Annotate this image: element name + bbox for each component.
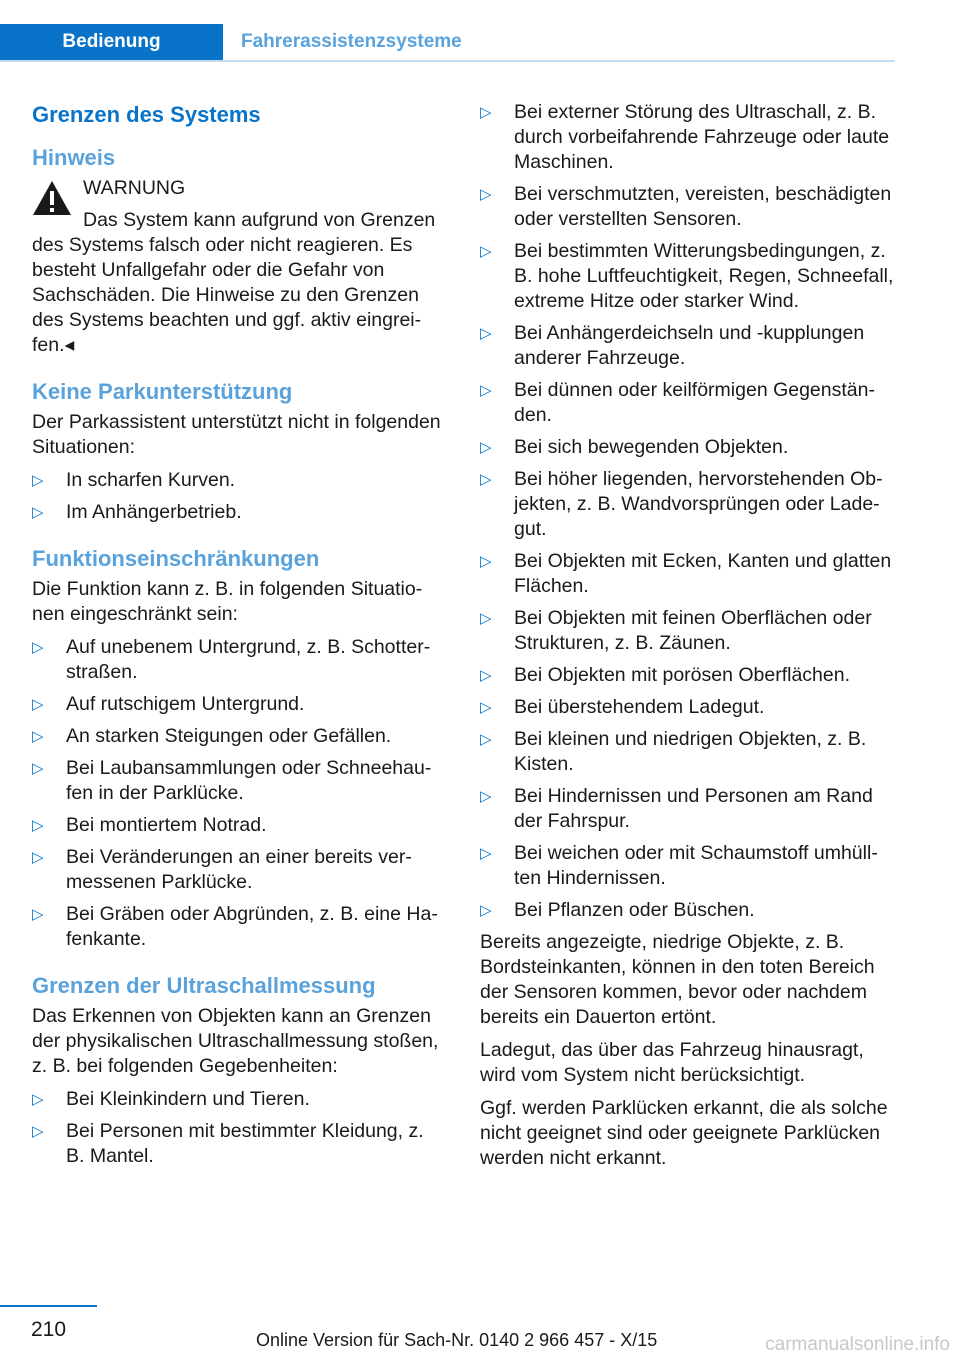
- list-item: [480, 467, 898, 542]
- list-item: [480, 663, 898, 688]
- bullet-triangle-icon: ▷: [32, 696, 44, 713]
- list-item-text: Bei montiertem Notrad.: [66, 814, 267, 836]
- paragraph: Ladegut, das über das Fahrzeug hinausragt, wird vom System nicht berücksichtigt.: [480, 1039, 864, 1086]
- bullet-triangle-icon: ▷: [32, 1091, 44, 1108]
- list-item: [32, 902, 442, 952]
- list-item-text: Bei Gräben oder Abgründen, z. B. eine Hafenkante.: [66, 903, 438, 950]
- list-item-text: Bei Objekten mit Ecken, Kanten und glatten Flächen.: [514, 550, 892, 597]
- paragraph: Ggf. werden Parklücken erkannt, die als solche nicht geeignet sind oder geeignete Parklücken werden nicht erkannt.: [480, 1097, 888, 1169]
- bullet-triangle-icon: ▷: [32, 504, 44, 521]
- list-item: [32, 692, 442, 717]
- warning-label: WARNUNG: [83, 177, 186, 199]
- section-title: Grenzen des Systems: [32, 102, 261, 127]
- list-item-text: Auf rutschigem Untergrund.: [66, 693, 305, 715]
- bullet-triangle-icon: ▷: [480, 667, 492, 684]
- list-item-text: Bei überstehendem Ladegut.: [514, 696, 765, 718]
- list-item: [480, 727, 898, 777]
- list-item-text: Bei höher liegenden, hervorstehenden Objekten, z. B. Wandvorsprüngen oder Ladegut.: [514, 468, 883, 540]
- tab-bedienung-label: Bedienung: [62, 31, 161, 52]
- heading-grenzen-ultraschallmessung: Grenzen der Ultraschallmessung: [32, 973, 376, 998]
- paragraph-intro: Die Funktion kann z. B. in folgenden Situationen eingeschränkt sein:: [32, 578, 423, 625]
- bullet-triangle-icon: ▷: [480, 788, 492, 805]
- header-divider: [0, 60, 895, 62]
- list-item: [32, 500, 442, 525]
- bullet-triangle-icon: ▷: [480, 902, 492, 919]
- bullet-triangle-icon: ▷: [480, 610, 492, 627]
- page-number: 210: [30, 1318, 67, 1341]
- bullet-triangle-icon: ▷: [32, 639, 44, 656]
- bullet-triangle-icon: ▷: [480, 325, 492, 342]
- list-item: [480, 182, 898, 232]
- list-item: [480, 435, 898, 460]
- heading-funktionseinschraenkungen: Funktionseinschränkungen: [32, 546, 320, 571]
- bullet-list: [32, 1087, 442, 1169]
- bullet-triangle-icon: ▷: [480, 731, 492, 748]
- warning-box: [32, 176, 442, 358]
- list-item-text: Bei dünnen oder keilförmigen Gegenständen.: [514, 379, 875, 426]
- list-item: [480, 100, 898, 175]
- paragraph-intro: Der Parkassistent unterstützt nicht in folgenden Situationen:: [32, 411, 441, 458]
- tab-fahrerassistenzsysteme-label: Fahrerassistenzsysteme: [241, 31, 462, 52]
- list-item: [480, 549, 898, 599]
- bullet-triangle-icon: ▷: [480, 471, 492, 488]
- bullet-triangle-icon: ▷: [480, 845, 492, 862]
- bullet-triangle-icon: ▷: [480, 439, 492, 456]
- list-item-text: Bei Veränderungen an einer bereits vermessenen Parklücke.: [66, 846, 412, 893]
- list-item-text: Bei Objekten mit porösen Oberflächen.: [514, 664, 851, 686]
- hinweis-heading: Hinweis: [32, 145, 116, 170]
- online-version-note: Online Version für Sach-Nr. 0140 2 966 457 - X/15: [256, 1330, 658, 1350]
- list-item: [480, 606, 898, 656]
- bullet-triangle-icon: ▷: [480, 243, 492, 260]
- bullet-triangle-icon: ▷: [32, 906, 44, 923]
- list-item: [480, 239, 898, 314]
- list-item: [480, 784, 898, 834]
- list-item-text: In scharfen Kurven.: [66, 469, 236, 491]
- bullet-triangle-icon: ▷: [32, 817, 44, 834]
- left-column: [32, 100, 442, 1176]
- bullet-triangle-icon: ▷: [480, 699, 492, 716]
- list-item: [480, 695, 898, 720]
- footer-divider: [0, 1305, 97, 1307]
- bullet-triangle-icon: ▷: [32, 472, 44, 489]
- right-column: [480, 100, 898, 1179]
- paragraph-intro: Das Erkennen von Objekten kann an Grenzen der physikalischen Ultraschallmessung stoßen, z. B. bei folgenden Gegebenheiten:: [32, 1005, 439, 1077]
- bullet-triangle-icon: ▷: [32, 849, 44, 866]
- list-item-text: Bei Kleinkindern und Tieren.: [66, 1088, 310, 1110]
- page-header: [0, 24, 895, 62]
- watermark: carmanualsonline.info: [765, 1334, 950, 1355]
- list-item: [480, 378, 898, 428]
- list-item-text: Bei sich bewegenden Objekten.: [514, 436, 789, 458]
- list-item-text: Bei Laubansammlungen oder Schneehaufen in der Parklücke.: [66, 757, 432, 804]
- list-item-text: Bei externer Störung des Ultraschall, z. B. durch vorbeifahrende Fahrzeuge oder laute Maschinen.: [514, 101, 890, 173]
- bullet-triangle-icon: ▷: [32, 728, 44, 745]
- bullet-list: [480, 100, 898, 923]
- bullet-list: [32, 635, 442, 952]
- paragraph-group: [480, 930, 898, 1171]
- warning-text: Das System kann aufgrund von Grenzen des Systems falsch oder nicht reagieren. Es besteht Unfallgefahr oder die Gefahr von Sachschäden. Die Hinweise zu den Grenzen des Systems beachten und ggf. aktiv eingreifen.◂: [32, 209, 436, 356]
- list-item-text: Bei Objekten mit feinen Oberflächen oder Strukturen, z. B. Zäunen.: [514, 607, 872, 654]
- list-item: [32, 1119, 442, 1169]
- bullet-triangle-icon: ▷: [32, 760, 44, 777]
- list-item-text: Bei verschmutzten, vereisten, beschädigten oder verstellten Sensoren.: [514, 183, 892, 230]
- list-item: [32, 813, 442, 838]
- list-item-text: Bei Hindernissen und Personen am Rand der Fahrspur.: [514, 785, 873, 832]
- list-item-text: Bei Anhängerdeichseln und -kupplungen anderer Fahrzeuge.: [514, 322, 865, 369]
- list-item-text: Bei Pflanzen oder Büschen.: [514, 899, 755, 921]
- list-item-text: Auf unebenem Untergrund, z. B. Schotterstraßen.: [66, 636, 431, 683]
- list-item: [32, 756, 442, 806]
- warning-triangle-icon: [32, 180, 72, 216]
- list-item: [480, 321, 898, 371]
- list-item-text: Bei kleinen und niedrigen Objekten, z. B. Kisten.: [514, 728, 867, 775]
- list-item: [32, 1087, 442, 1112]
- paragraph: Bereits angezeigte, niedrige Objekte, z. B. Bordsteinkanten, können in den toten Bereich der Sensoren kommen, bevor oder nachdem bereits ein Dauerton ertönt.: [480, 931, 875, 1028]
- bullet-triangle-icon: ▷: [480, 186, 492, 203]
- list-item: [480, 898, 898, 923]
- bullet-triangle-icon: ▷: [480, 382, 492, 399]
- heading-keine-parkunterstuetzung: Keine Parkunterstützung: [32, 379, 293, 404]
- list-item: [32, 724, 442, 749]
- list-item-text: An starken Steigungen oder Gefällen.: [66, 725, 392, 747]
- tab-bedienung[interactable]: [0, 24, 223, 60]
- list-item: [32, 468, 442, 493]
- bullet-triangle-icon: ▷: [480, 553, 492, 570]
- list-item-text: Im Anhängerbetrieb.: [66, 501, 242, 523]
- warning-header: [32, 176, 442, 202]
- list-item: [32, 635, 442, 685]
- bullet-triangle-icon: ▷: [480, 104, 492, 121]
- list-item-text: Bei bestimmten Witterungsbedingungen, z. B. hohe Luftfeuchtigkeit, Regen, Schneefall, extreme Hitze oder starker Wind.: [514, 240, 894, 312]
- list-item: [32, 845, 442, 895]
- list-item-text: Bei weichen oder mit Schaumstoff umhüllten Hindernissen.: [514, 842, 878, 889]
- list-item-text: Bei Personen mit bestimmter Kleidung, z. B. Mantel.: [66, 1120, 424, 1167]
- bullet-triangle-icon: ▷: [32, 1123, 44, 1140]
- tab-fahrerassistenzsysteme[interactable]: [241, 24, 462, 60]
- bullet-list: [32, 468, 442, 525]
- list-item: [480, 841, 898, 891]
